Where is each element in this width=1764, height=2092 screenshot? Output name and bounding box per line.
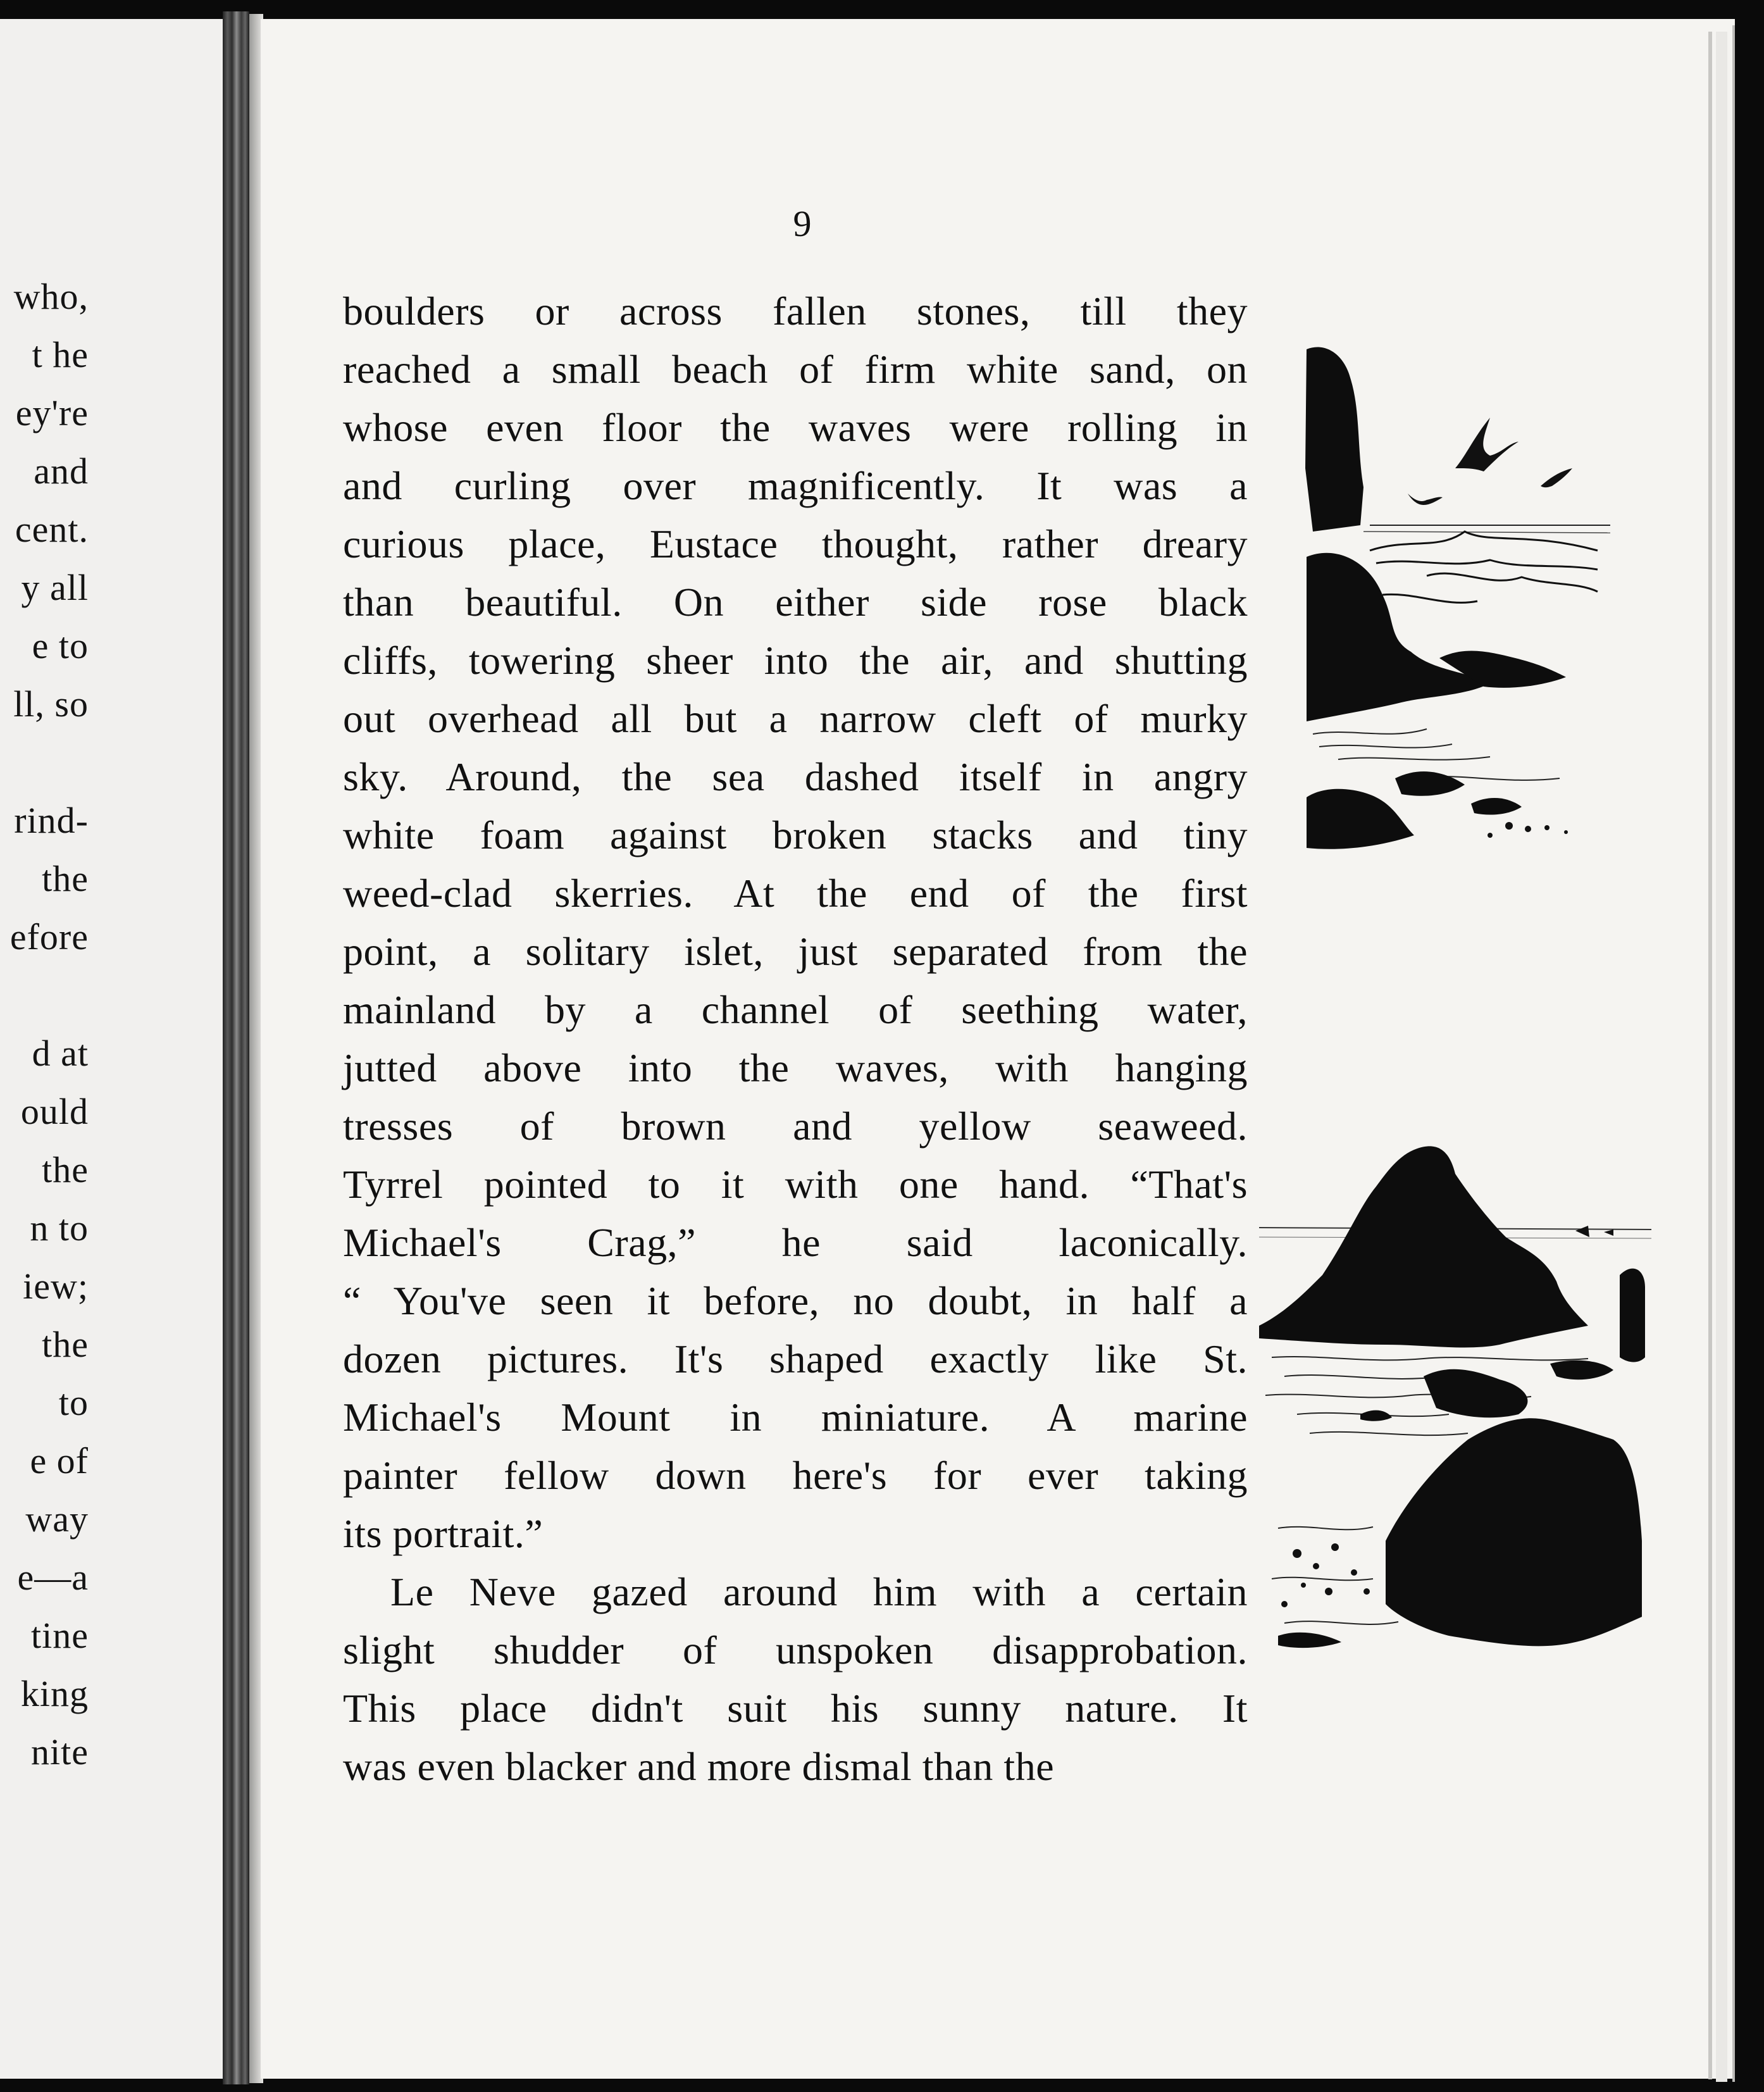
left-page-fragment: nite — [31, 1731, 89, 1772]
text-line: tresses of brown and yellow seaweed. — [343, 1104, 1248, 1149]
text-line: Michael's Mount in miniature. A marine — [343, 1395, 1248, 1440]
text-line: its portrait.” — [343, 1511, 543, 1556]
left-page-fragment: king — [20, 1673, 89, 1714]
text-line: weed-clad skerries. At the end of the first — [343, 871, 1248, 916]
left-page-fragment: ll, so — [13, 683, 89, 725]
left-page-fragment: the — [42, 1324, 89, 1365]
left-page-fragment: way — [25, 1498, 89, 1540]
text-line: was even blacker and more dismal than the — [343, 1744, 1055, 1789]
left-page-fragment: and — [34, 451, 89, 492]
gull-icon — [1408, 494, 1443, 505]
left-page-fragment: n to — [30, 1207, 89, 1248]
text-line: white foam against broken stacks and tiny — [343, 813, 1248, 857]
gull-icon — [1455, 418, 1519, 471]
left-page-fragment: cent. — [15, 509, 89, 550]
left-page-fragment: who, — [13, 276, 89, 317]
text-line: whose even floor the waves were rolling in — [343, 405, 1248, 450]
left-page-fragment: tine — [31, 1615, 89, 1656]
text-line: cliffs, towering sheer into the air, and shutting — [343, 638, 1248, 683]
text-line: boulders or across fallen stones, till they — [343, 289, 1248, 333]
text-line: sky. Around, the sea dashed itself in angry — [343, 754, 1248, 799]
gull-icon — [1541, 468, 1572, 487]
left-page-fragment: e—a — [17, 1557, 89, 1598]
text-line: This place didn't suit his sunny nature. It — [343, 1686, 1248, 1731]
text-line: than beautiful. On either side rose black — [343, 580, 1248, 625]
left-page-fragment: iew; — [23, 1266, 89, 1307]
page-edge — [1732, 25, 1735, 2082]
body-text — [343, 282, 1248, 1796]
text-line: point, a solitary islet, just separated from the — [343, 929, 1248, 974]
left-page-fragment: to — [58, 1382, 89, 1423]
left-page-fragment: ould — [20, 1091, 89, 1132]
text-line: “ You've seen it before, no doubt, in half a — [343, 1278, 1248, 1323]
left-page-fragment: d at — [32, 1033, 89, 1074]
left-page-fragment: y all — [21, 567, 89, 608]
text-line: Tyrrel pointed to it with one hand. “That's — [343, 1162, 1248, 1207]
left-page-fragment: efore — [9, 916, 89, 957]
page-number: 9 — [793, 203, 812, 244]
left-page-fragment: the — [42, 858, 89, 899]
text-line: jutted above into the waves, with hanging — [343, 1045, 1248, 1090]
text-line: slight shudder of unspoken disapprobation. — [343, 1628, 1248, 1672]
left-page-fragment: t he — [32, 334, 89, 375]
page-edge — [1708, 32, 1712, 2079]
text-line: mainland by a channel of seething water, — [343, 987, 1248, 1032]
text-line: out overhead all but a narrow cleft of murky — [343, 696, 1248, 741]
book-binding-gutter — [223, 11, 249, 2084]
text-line: and curling over magnificently. It was a — [343, 463, 1248, 508]
text-line: painter fellow down here's for ever taking — [343, 1453, 1248, 1498]
page-edge — [1716, 32, 1727, 2082]
crag-islet-illustration — [1259, 1136, 1651, 1661]
text-line: dozen pictures. It's shaped exactly like St. — [343, 1336, 1248, 1381]
cliff-and-gulls-illustration — [1300, 342, 1610, 854]
text-line: Michael's Crag,” he said laconically. — [343, 1220, 1248, 1265]
left-page-fragment: rind- — [14, 800, 89, 841]
text-line: curious place, Eustace thought, rather dreary — [343, 521, 1248, 566]
left-page-fragment: ey're — [15, 392, 89, 433]
left-page-fragment: e of — [30, 1440, 89, 1481]
text-line: reached a small beach of firm white sand, on — [343, 347, 1248, 392]
text-line: Le Neve gazed around him with a certain — [390, 1569, 1248, 1614]
left-page-fragment: e to — [32, 625, 89, 666]
left-facing-page — [0, 19, 223, 2079]
left-page-fragment: the — [42, 1149, 89, 1190]
